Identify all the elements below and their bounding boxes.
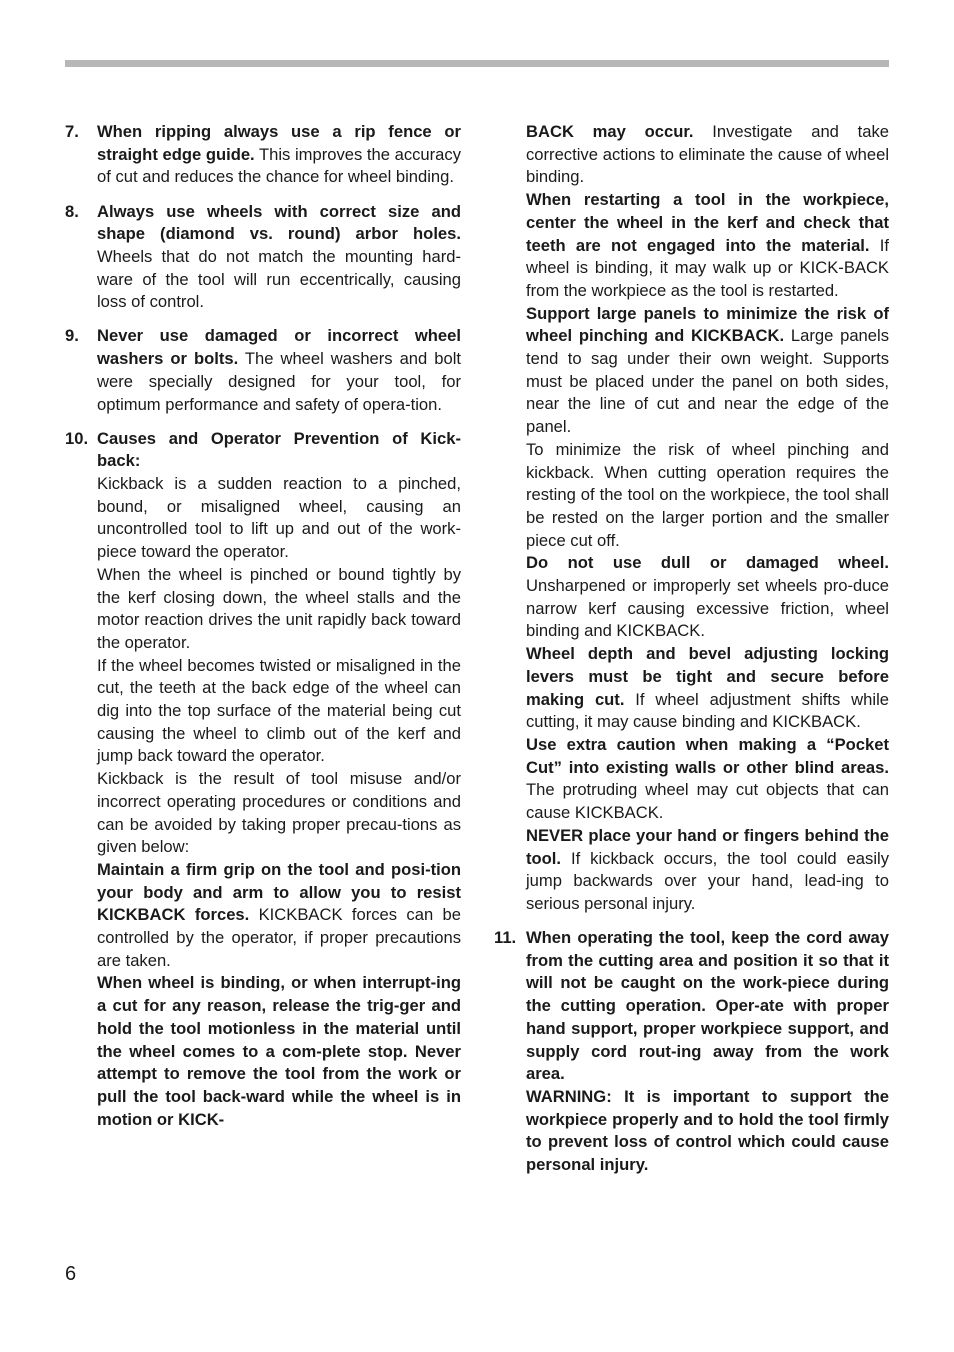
section-heading [97,428,461,473]
body-text: Kickback is the result of tool misuse and/or incorrect operating procedures or conditions and can be avoided by taking proper precau-tions as given below: [97,769,461,857]
paragraph [97,768,461,859]
bold-lead: Always use wheels with correct size and shape (diamond vs. round) arbor holes. [97,201,461,244]
right-column [494,121,889,1188]
paragraph [526,303,889,439]
body-text: If kickback occurs, the tool could easily jump backwards over your hand, lead-ing to serious personal injury. [526,848,889,913]
list-item-10 [65,428,461,1132]
paragraph [97,859,461,973]
bold-lead: When operating the tool, keep the cord away from the cutting area and position it so that it will not be caught on the work-piece during the cutting operation. Oper-ate with proper hand support, proper workpiece support, and supply cord rout-ing away from the work area. [526,928,889,1084]
body-text: When the wheel is pinched or bound tightly by the kerf closing down, the wheel stalls and the motor reaction drives the unit rapidly back toward the operator. [97,564,461,652]
item-number: 11. [494,928,517,947]
bold-lead: Maintain a firm grip on the tool and posi-tion your body and arm to allow you to resist KICKBACK forces. [97,859,461,925]
list-item-11 [494,927,889,1177]
warning-paragraph [526,1086,889,1177]
bold-lead: WARNING: It is important to support the workpiece properly and to hold the tool firmly to prevent loss of control which could cause personal injury. [526,1086,889,1175]
body-text: Investigate and take corrective actions to eliminate the cause of wheel binding. [526,122,890,187]
bold-lead: When restarting a tool in the workpiece, center the wheel in the kerf and check that teeth are not engaged into the material. [526,190,889,255]
paragraph [97,473,461,564]
paragraph [526,439,889,553]
bold-lead: Causes and Operator Prevention of Kick-back: [97,428,461,471]
left-column [65,121,461,1143]
header-rule [65,60,889,67]
item-10-continuation [494,121,889,916]
paragraph [526,734,889,825]
body-text: Wheels that do not match the mounting hard-ware of the tool will run eccentrically, causing loss of control. [97,246,461,312]
page-number: 6 [65,1263,77,1285]
body-text: This improves the accuracy of cut and reduces the chance for wheel binding. [97,144,461,187]
paragraph [526,927,889,1086]
bold-lead: Use extra caution when making a “Pocket Cut” into existing walls or other blind areas. [526,734,889,777]
paragraph [97,655,461,769]
paragraph [97,564,461,655]
bold-lead: Never use damaged or incorrect wheel washers or bolts. [97,326,461,369]
body-text: If wheel adjustment shifts while cutting, it may cause binding and KICKBACK. [526,689,889,732]
paragraph [97,325,461,416]
paragraph [526,552,889,643]
item-number: 7. [65,122,79,141]
body-text: Kickback is a sudden reaction to a pinched, bound, or misaligned wheel, causing an uncontrolled tool to lift up and out of the work-piece toward the operator. [97,474,461,562]
paragraph [526,643,889,734]
paragraph [97,121,461,189]
bold-lead: Do not use dull or damaged wheel. [526,553,889,573]
bold-lead: NEVER place your hand or fingers behind the tool. [526,825,889,868]
bold-lead: Wheel depth and bevel adjusting locking levers must be tight and secure before making cut. [526,644,889,709]
paragraph [97,201,461,315]
body-text: Unsharpened or improperly set wheels pro-duce narrow kerf causing excessive friction, wheel binding and KICKBACK. [526,576,889,641]
paragraph [97,972,461,1131]
item-number: 8. [65,201,79,221]
paragraph [526,825,889,916]
bold-lead: Support large panels to minimize the risk of wheel pinching and KICKBACK. [526,303,889,346]
bold-lead: BACK may occur. [526,122,694,141]
body-text: The wheel washers and bolt were specially designed for your tool, for optimum performance and safety of opera-tion. [97,349,461,414]
item-number: 10. [65,428,89,448]
body-text: To minimize the risk of wheel pinching and kickback. When cutting operation requires the resting of the tool on the workpiece, the tool shall be rested on the larger portion and the smaller piece cut off. [526,439,889,550]
item-number: 9. [65,326,79,346]
paragraph [526,189,889,303]
body-text: If wheel is binding, it may walk up or KICK-BACK from the workpiece as the tool is restarted. [526,235,889,300]
list-item-8 [65,201,461,315]
body-text: KICKBACK forces can be controlled by the operator, if proper precautions are taken. [97,905,461,970]
body-text: Large panels tend to sag under their own weight. Supports must be placed under the panel on both sides, near the line of cut and near the edge of the panel. [526,326,889,437]
body-text: The protruding wheel may cut objects that can cause KICKBACK. [526,780,889,823]
body-text: If the wheel becomes twisted or misaligned in the cut, the teeth at the back edge of the wheel can dig into the top surface of the material being cut causing the wheel to climb out of the kerf and jump back toward the operator. [97,655,461,766]
list-item-9 [65,325,461,416]
bold-lead: When wheel is binding, or when interrupt-ing a cut for any reason, release the trig-ger and hold the tool motionless in the material until the wheel comes to a com-plete stop. Never attempt to remove the tool from the work or pull the tool back-ward while the wheel is in motion or KICK- [97,973,461,1129]
paragraph [526,121,889,189]
list-item-7 [65,121,461,189]
bold-lead: When ripping always use a rip fence or straight edge guide. [97,122,461,164]
